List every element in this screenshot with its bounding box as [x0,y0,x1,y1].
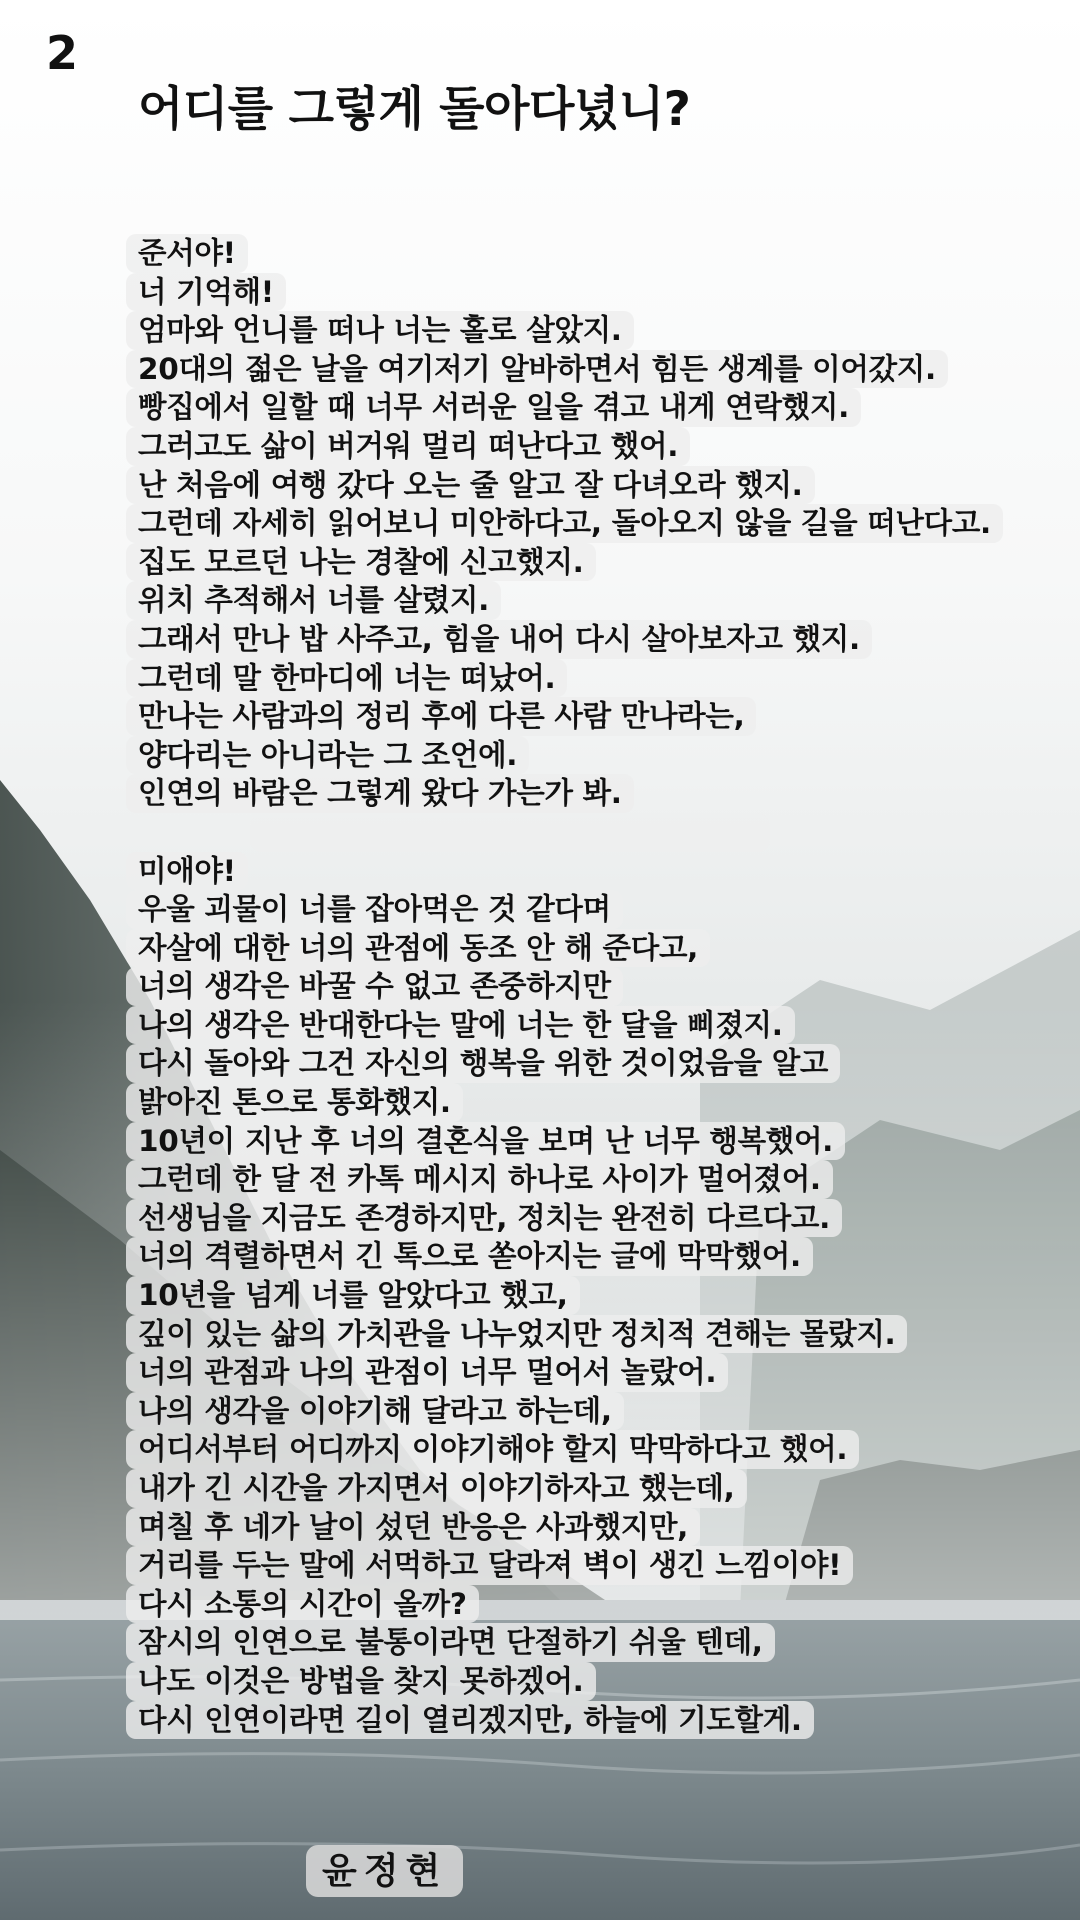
poem-line [126,774,1066,813]
poem-line-text: 집도 모르던 나는 경찰에 신고했지. [126,543,596,582]
poem-body [126,234,1066,1739]
poem-line-text: 인연의 바람은 그렇게 왔다 가는가 봐. [126,774,634,813]
poem-line [126,1276,1066,1315]
poem-line-text: 너 기억해! [126,273,286,312]
poem-line [126,736,1066,775]
stanza-break-highlight [250,813,770,852]
poem-line-text: 다시 소통의 시간이 올까? [126,1585,479,1624]
poem-line-text: 내가 긴 시간을 가지면서 이야기하자고 했는데, [126,1469,747,1508]
poem-line-text: 우울 괴물이 너를 잡아먹은 것 같다며 [126,890,623,929]
poem-line-text: 20대의 젊은 날을 여기저기 알바하면서 힘든 생계를 이어갔지. [126,350,948,389]
poem-line-text: 며칠 후 네가 날이 섰던 반응은 사과했지만, [126,1508,700,1547]
poem-line-text: 그런데 한 달 전 카톡 메시지 하나로 사이가 멀어졌어. [126,1160,833,1199]
poem-line [126,1623,1066,1662]
poem-line [126,1662,1066,1701]
poem-line [126,890,1066,929]
poem-line [126,1044,1066,1083]
poem-line-text: 너의 격렬하면서 긴 톡으로 쏟아지는 글에 막막했어. [126,1237,813,1276]
poem-line-text: 10년을 넘게 너를 알았다고 했고, [126,1276,580,1315]
poem-line-text: 밝아진 톤으로 통화했지. [126,1083,463,1122]
poem-line-text: 그러고도 삶이 버거워 멀리 떠난다고 했어. [126,427,690,466]
poem-line-text: 엄마와 언니를 떠나 너는 홀로 살았지. [126,311,634,350]
poem-line [126,1315,1066,1354]
poem-line-text: 나의 생각을 이야기해 달라고 하는데, [126,1392,624,1431]
poem-line-text: 나의 생각은 반대한다는 말에 너는 한 달을 삐졌지. [126,1006,795,1045]
poem-line [126,1160,1066,1199]
poem-line-text: 준서야! [126,234,248,273]
poem-line [126,1508,1066,1547]
poem-line [126,1585,1066,1624]
poem-line-text: 선생님을 지금도 존경하지만, 정치는 완전히 다르다고. [126,1199,842,1238]
poem-line-text: 빵집에서 일할 때 너무 서러운 일을 겪고 내게 연락했지. [126,388,861,427]
poem-line-text: 난 처음에 여행 갔다 오는 줄 알고 잘 다녀오라 했지. [126,466,815,505]
poem-line-text: 너의 생각은 바꿀 수 없고 존중하지만 [126,967,623,1006]
poem-line-text: 너의 관점과 나의 관점이 너무 멀어서 놀랐어. [126,1353,728,1392]
poem-line-text: 나도 이것은 방법을 찾지 못하겠어. [126,1662,596,1701]
poem-line [126,1430,1066,1469]
poem-line [126,1237,1066,1276]
poem-line [126,234,1066,273]
stanza-2 [126,852,1066,1740]
poem-line [126,620,1066,659]
poem-line [126,273,1066,312]
poem-line [126,659,1066,698]
poem-title: 어디를 그렇게 돌아다녔니? [138,82,691,137]
poem-line-text: 거리를 두는 말에 서먹하고 달라져 벽이 생긴 느낌이야! [126,1546,853,1585]
poem-line-text: 자살에 대한 너의 관점에 동조 안 해 준다고, [126,929,710,968]
poem-line [126,1122,1066,1161]
poem-line [126,697,1066,736]
poem-line [126,929,1066,968]
poem-line-text: 잠시의 인연으로 불통이라면 단절하기 쉬울 텐데, [126,1623,775,1662]
poem-line-text: 양다리는 아니라는 그 조언에. [126,736,529,775]
poem-line [126,1353,1066,1392]
poem-line [126,1392,1066,1431]
poem-line-text: 미애야! [126,852,248,891]
poem-line-text: 만나는 사람과의 정리 후에 다른 사람 만나라는, [126,697,756,736]
poem-line-text: 그런데 자세히 읽어보니 미안하다고, 돌아오지 않을 길을 떠난다고. [126,504,1003,543]
poem-line [126,1546,1066,1585]
stanza-1 [126,234,1066,813]
poem-line [126,852,1066,891]
poem-line [126,427,1066,466]
poem-line-text: 깊이 있는 삶의 가치관을 나누었지만 정치적 견해는 몰랐지. [126,1315,907,1354]
poem-line [126,1199,1066,1238]
poem-line [126,466,1066,505]
poem-line [126,1006,1066,1045]
page-number: 2 [46,26,79,80]
poem-line-text: 다시 인연이라면 길이 열리겠지만, 하늘에 기도할게. [126,1701,814,1740]
poem-line [126,967,1066,1006]
poem-line [126,1083,1066,1122]
poem-line-text: 위치 추적해서 너를 살렸지. [126,581,501,620]
poem-line-text: 다시 돌아와 그건 자신의 행복을 위한 것이었음을 알고 [126,1044,840,1083]
poem-line-text: 그런데 말 한마디에 너는 떠났어. [126,659,567,698]
author-signature: 윤정현 [306,1845,463,1897]
poem-line [126,350,1066,389]
poem-line [126,581,1066,620]
poem-line-text: 어디서부터 어디까지 이야기해야 할지 막막하다고 했어. [126,1430,859,1469]
poem-line-text: 그래서 만나 밥 사주고, 힘을 내어 다시 살아보자고 했지. [126,620,872,659]
poem-line [126,1701,1066,1740]
poem-line [126,388,1066,427]
poem-line-text: 10년이 지난 후 너의 결혼식을 보며 난 너무 행복했어. [126,1122,845,1161]
poem-line [126,504,1066,543]
stanza-break [126,813,1066,852]
poem-line [126,1469,1066,1508]
poem-line [126,311,1066,350]
poem-line [126,543,1066,582]
